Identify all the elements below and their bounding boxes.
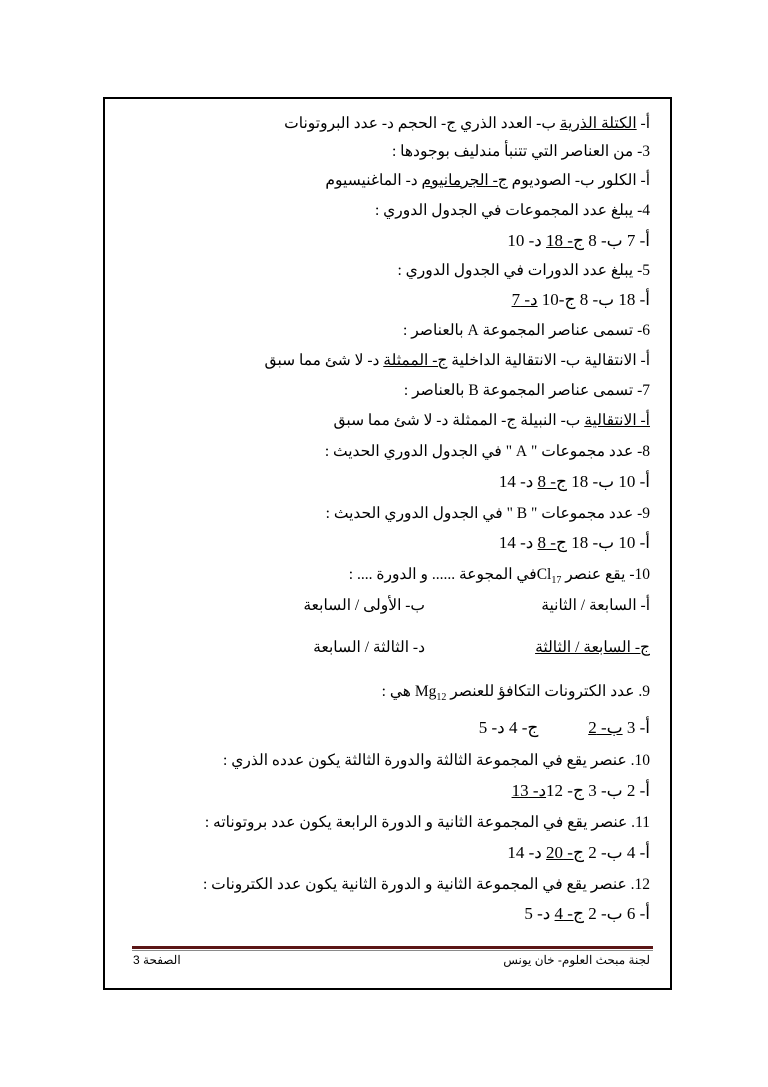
question-10b: 10. عنصر يقع في المجموعة الثالثة والدورة الثالثة يكون عدده الذري : [223, 752, 650, 769]
correct-answer: د- 13 [511, 781, 547, 800]
footer-page-number: الصفحة 3 [133, 953, 181, 967]
correct-answer: ج- 4 [554, 904, 584, 923]
answer-line-4: أ- 7 ب- 8 ج- 18 د- 10 [507, 231, 650, 250]
footer-divider-thin [132, 950, 653, 951]
question-3: 3- من العناصر التي تتنبأ مندليف بوجودها : [391, 143, 650, 160]
answer-line-12: أ- 6 ب- 2 ج- 4 د- 5 [524, 904, 650, 923]
answer-line-8: أ- 10 ب- 18 ج- 8 د- 14 [498, 472, 650, 491]
question-12: 12. عنصر يقع في المجموعة الثانية و الدورة الثانية يكون عدد الكترونات : [202, 876, 650, 893]
footer-committee: لجنة مبحث العلوم- خان يونس [503, 953, 650, 967]
answer-line-5: أ- 18 ب- 8 ج-10 د- 7 [511, 290, 650, 309]
correct-answer: ج- السابعة / الثالثة [535, 639, 650, 656]
correct-answer: د- 7 [511, 290, 538, 309]
footer-divider [132, 946, 653, 949]
question-9: 9- عدد مجموعات " B " في الجدول الدوري الحديث : [325, 505, 650, 522]
question-10: 10- يقع عنصر $Cl_{17}في$ المجوعة ...... و الدورة .... : [348, 566, 650, 587]
answer-line-6: أ- الانتقالية ب- الانتقالية الداخلية ج- الممثلة د- لا شئ مما سبق [264, 352, 650, 369]
question-8: 8- عدد مجموعات " A " في الجدول الدوري الحديث : [324, 443, 650, 460]
answer-line-9: أ- 10 ب- 18 ج- 8 د- 14 [498, 533, 650, 552]
correct-answer: الكتلة الذرية [559, 115, 637, 132]
correct-answer: ج- الجرمانيوم [421, 172, 508, 189]
correct-answer: ج- الممثلة [383, 352, 448, 369]
answer-line-3: أ- الكلور ب- الصوديوم ج- الجرمانيوم د- الماغنيسيوم [325, 172, 650, 189]
correct-answer: ج- 8 [537, 533, 567, 552]
correct-answer: ب- 2 [588, 718, 623, 737]
question-11: 11. عنصر يقع في المجموعة الثانية و الدورة الرابعة يكون عدد بروتوناته : [204, 814, 650, 831]
question-7: 7- تسمى عناصر المجموعة B بالعناصر : [403, 382, 650, 399]
element-symbol: $Mg_{12}$ [414, 683, 447, 704]
correct-answer: ج- 20 [546, 843, 584, 862]
answer-line-1: أ- الكتلة الذرية ب- العدد الذري ج- الحجم د- عدد البروتونات [284, 115, 650, 132]
answer-line-10c: أ- 2 ب- 3 ج- 12د- 13 [511, 781, 650, 800]
correct-answer: أ- الانتقالية [584, 412, 650, 429]
answer-line-11: أ- 4 ب- 2 ج- 20 د- 14 [507, 843, 650, 862]
question-9b: 9. عدد الكترونات التكافؤ للعنصر $Mg_{12}$ هي : [381, 683, 650, 704]
element-symbol: $Cl_{17}$ [536, 566, 562, 587]
question-6: 6- تسمى عناصر المجموعة A بالعناصر : [403, 322, 650, 339]
correct-answer: ج- 8 [537, 472, 567, 491]
question-4: 4- يبلغ عدد المجموعات في الجدول الدوري : [374, 202, 650, 219]
answer-line-7: أ- الانتقالية ب- النبيلة ج- الممثلة د- لا شئ مما سبق [333, 412, 650, 429]
correct-answer: ج- 18 [546, 231, 584, 250]
question-5: 5- يبلغ عدد الدورات في الجدول الدوري : [397, 262, 650, 279]
answer-line-9b: أ- 3 ب- 2 ج- 4 د- 5 [478, 718, 650, 737]
